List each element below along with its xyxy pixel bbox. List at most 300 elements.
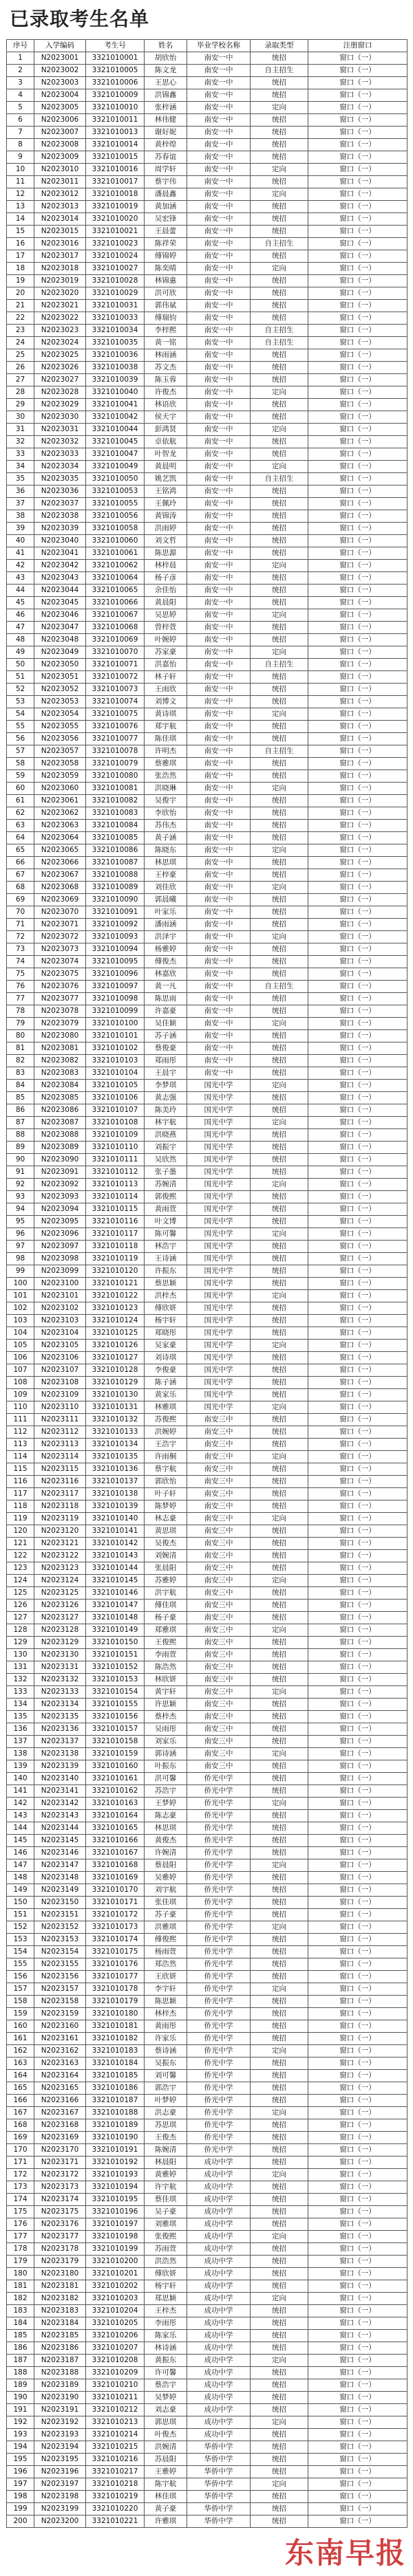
cell-index: 72: [7, 931, 34, 943]
cell-index: 15: [7, 226, 34, 238]
cell-enroll-code: N2023150: [34, 1897, 86, 1909]
cell-school: 南安一中: [187, 956, 251, 968]
cell-window: 窗口（一）: [308, 1439, 407, 1451]
cell-name: 刘诗琪: [145, 1352, 187, 1364]
cell-name: 黄雨彤: [145, 2020, 187, 2033]
cell-name: 叶婉婷: [145, 634, 187, 646]
cell-exam-number: 3321010203: [86, 2293, 145, 2305]
table-row: [7, 2256, 407, 2268]
cell-window: 窗口（一）: [308, 1958, 407, 1971]
cell-enroll-code: N2023018: [34, 263, 86, 275]
cell-window: 窗口（一）: [308, 1228, 407, 1241]
cell-school: 南安三中: [187, 1426, 251, 1439]
cell-enroll-code: N2023026: [34, 362, 86, 374]
cell-index: 190: [7, 2392, 34, 2404]
table-row: [7, 968, 407, 981]
cell-name: 黄振东: [145, 2355, 187, 2367]
cell-window: 窗口（一）: [308, 1612, 407, 1624]
cell-exam-number: 3321010190: [86, 2132, 145, 2144]
cell-school: 国光中学: [187, 1389, 251, 1401]
cell-name: 王雨欣: [145, 684, 187, 696]
cell-index: 28: [7, 386, 34, 399]
cell-name: 吴子豪: [145, 2206, 187, 2218]
cell-exam-number: 3321010116: [86, 1216, 145, 1228]
cell-school: 南安三中: [187, 1711, 251, 1723]
cell-admission-type: 统招: [251, 287, 308, 300]
cell-window: 窗口（一）: [308, 65, 407, 77]
table-row: [7, 2082, 407, 2095]
cell-school: 南安一中: [187, 795, 251, 807]
table-row: [7, 139, 407, 151]
col-header-school: 毕业学校名称: [187, 40, 251, 52]
cell-name: 吴俊杰: [145, 1538, 187, 1550]
cell-admission-type: 统招: [251, 906, 308, 919]
cell-index: 31: [7, 424, 34, 436]
cell-exam-number: 3321010151: [86, 1649, 145, 1661]
cell-name: 林思琪: [145, 1822, 187, 1835]
cell-school: 侨光中学: [187, 2033, 251, 2045]
cell-enroll-code: N2023109: [34, 1389, 86, 1401]
cell-admission-type: 定向: [251, 1080, 308, 1092]
cell-admission-type: 定向: [251, 1117, 308, 1129]
cell-index: 98: [7, 1253, 34, 1265]
table-row: [7, 1290, 407, 1302]
cell-index: 91: [7, 1166, 34, 1179]
cell-exam-number: 3321010088: [86, 869, 145, 882]
cell-exam-number: 3321010033: [86, 312, 145, 325]
cell-window: 窗口（一）: [308, 745, 407, 758]
cell-enroll-code: N2023115: [34, 1463, 86, 1476]
cell-index: 142: [7, 1798, 34, 1810]
cell-enroll-code: N2023054: [34, 708, 86, 721]
cell-exam-number: 3321010068: [86, 622, 145, 634]
cell-admission-type: 统招: [251, 1872, 308, 1884]
cell-name: 李欣怡: [145, 807, 187, 820]
table-row: [7, 498, 407, 510]
cell-enroll-code: N2023076: [34, 981, 86, 993]
cell-exam-number: 3321010154: [86, 1686, 145, 1699]
cell-exam-number: 3321010197: [86, 2218, 145, 2231]
cell-exam-number: 3321010173: [86, 1921, 145, 1934]
cell-admission-type: 统招: [251, 1030, 308, 1043]
cell-window: 窗口（一）: [308, 2379, 407, 2392]
cell-window: 窗口（一）: [308, 1996, 407, 2008]
cell-index: 52: [7, 684, 34, 696]
cell-exam-number: 3321010170: [86, 1884, 145, 1897]
cell-school: 侨光中学: [187, 1773, 251, 1785]
cell-admission-type: 定向: [251, 2169, 308, 2181]
cell-admission-type: 统招: [251, 89, 308, 102]
table-row: [7, 1798, 407, 1810]
cell-admission-type: 统招: [251, 770, 308, 783]
cell-exam-number: 3321010204: [86, 2305, 145, 2317]
cell-index: 186: [7, 2342, 34, 2355]
cell-exam-number: 3321010202: [86, 2280, 145, 2293]
cell-window: 窗口（一）: [308, 226, 407, 238]
cell-index: 35: [7, 473, 34, 485]
cell-enroll-code: N2023171: [34, 2157, 86, 2169]
cell-name: 刘可馨: [145, 2070, 187, 2082]
cell-name: 林思琪: [145, 857, 187, 869]
cell-admission-type: 统招: [251, 634, 308, 646]
cell-admission-type: 统招: [251, 572, 308, 585]
cell-school: 南安一中: [187, 721, 251, 733]
cell-name: 黄思琪: [145, 1525, 187, 1538]
cell-window: 窗口（一）: [308, 1550, 407, 1562]
cell-window: 窗口（一）: [308, 2330, 407, 2342]
cell-index: 25: [7, 349, 34, 362]
cell-enroll-code: N2023117: [34, 1488, 86, 1500]
cell-name: 陈宇航: [145, 2478, 187, 2491]
cell-name: 张子墨: [145, 1166, 187, 1179]
cell-exam-number: 3321010105: [86, 1080, 145, 1092]
cell-name: 谢好妮: [145, 127, 187, 139]
cell-index: 19: [7, 275, 34, 287]
cell-admission-type: 统招: [251, 2218, 308, 2231]
cell-window: 窗口（一）: [308, 671, 407, 684]
table-header-row: [7, 40, 407, 52]
cell-exam-number: 3321010180: [86, 2008, 145, 2020]
cell-admission-type: 统招: [251, 919, 308, 931]
cell-name: 黄子涵: [145, 832, 187, 844]
cell-school: 南安一中: [187, 882, 251, 894]
cell-name: 余佳怡: [145, 585, 187, 597]
cell-school: 侨光中学: [187, 1835, 251, 1847]
table-row: [7, 201, 407, 213]
cell-window: 窗口（一）: [308, 1340, 407, 1352]
cell-enroll-code: N2023200: [34, 2515, 86, 2528]
admission-table: [6, 39, 407, 2528]
cell-name: 黄雅婷: [145, 2169, 187, 2181]
cell-name: 许思颖: [145, 1699, 187, 1711]
cell-school: 成功中学: [187, 2416, 251, 2429]
cell-name: 郭晨曦: [145, 894, 187, 906]
cell-admission-type: 统招: [251, 1538, 308, 1550]
table-row: [7, 424, 407, 436]
cell-index: 173: [7, 2181, 34, 2194]
cell-exam-number: 3321010110: [86, 1142, 145, 1154]
cell-index: 4: [7, 89, 34, 102]
cell-name: 陈祥荣: [145, 238, 187, 250]
cell-school: 侨光中学: [187, 1810, 251, 1822]
cell-exam-number: 3321010118: [86, 1241, 145, 1253]
cell-name: 陈婉清: [145, 2144, 187, 2157]
cell-admission-type: 统招: [251, 1104, 308, 1117]
cell-enroll-code: N2023021: [34, 300, 86, 312]
cell-enroll-code: N2023035: [34, 473, 86, 485]
cell-admission-type: 统招: [251, 968, 308, 981]
cell-admission-type: 定向: [251, 646, 308, 659]
cell-school: 南安一中: [187, 597, 251, 609]
table-row: [7, 362, 407, 374]
cell-school: 南安一中: [187, 622, 251, 634]
cell-enroll-code: N2023158: [34, 1996, 86, 2008]
cell-index: 110: [7, 1401, 34, 1414]
cell-enroll-code: N2023170: [34, 2144, 86, 2157]
cell-exam-number: 3321010091: [86, 906, 145, 919]
cell-school: 南安一中: [187, 646, 251, 659]
cell-school: 国光中学: [187, 1302, 251, 1315]
cell-enroll-code: N2023069: [34, 894, 86, 906]
cell-admission-type: 统招: [251, 399, 308, 411]
cell-index: 23: [7, 325, 34, 337]
cell-admission-type: 统招: [251, 2033, 308, 2045]
table-row: [7, 585, 407, 597]
cell-exam-number: 3321010174: [86, 1934, 145, 1946]
cell-enroll-code: N2023123: [34, 1562, 86, 1575]
cell-admission-type: 定向: [251, 844, 308, 857]
cell-admission-type: 统招: [251, 832, 308, 844]
cell-name: 陈玉蓉: [145, 374, 187, 386]
cell-school: 成功中学: [187, 2392, 251, 2404]
cell-window: 窗口（一）: [308, 2008, 407, 2020]
cell-window: 窗口（一）: [308, 882, 407, 894]
cell-window: 窗口（一）: [308, 721, 407, 733]
cell-name: 林梓晨: [145, 560, 187, 572]
cell-name: 叶文博: [145, 1216, 187, 1228]
table-row: [7, 1513, 407, 1525]
cell-name: 林子轩: [145, 671, 187, 684]
cell-admission-type: 统招: [251, 2070, 308, 2082]
table-row: [7, 1203, 407, 1216]
table-row: [7, 1104, 407, 1117]
cell-school: 南安一中: [187, 374, 251, 386]
cell-school: 成功中学: [187, 2181, 251, 2194]
table-row: [7, 473, 407, 485]
table-row: [7, 2243, 407, 2256]
cell-exam-number: 3321010070: [86, 646, 145, 659]
cell-name: 黄诗琪: [145, 708, 187, 721]
cell-school: 南安一中: [187, 498, 251, 510]
cell-window: 窗口（一）: [308, 931, 407, 943]
table-row: [7, 1216, 407, 1228]
cell-enroll-code: N2023100: [34, 1278, 86, 1290]
cell-admission-type: 统招: [251, 1216, 308, 1228]
cell-admission-type: 定向: [251, 1340, 308, 1352]
cell-enroll-code: N2023122: [34, 1550, 86, 1562]
cell-name: 曾梓萱: [145, 622, 187, 634]
cell-exam-number: 3321010064: [86, 572, 145, 585]
cell-name: 潘雨涵: [145, 919, 187, 931]
newspaper-watermark: 东南早报: [284, 2536, 406, 2570]
cell-exam-number: 3321010061: [86, 547, 145, 560]
cell-index: 109: [7, 1389, 34, 1401]
cell-index: 46: [7, 609, 34, 622]
cell-admission-type: 定向: [251, 2355, 308, 2367]
cell-enroll-code: N2023053: [34, 696, 86, 708]
cell-school: 南安一中: [187, 151, 251, 164]
cell-window: 窗口（一）: [308, 2317, 407, 2330]
cell-school: 侨光中学: [187, 2020, 251, 2033]
cell-school: 南安一中: [187, 547, 251, 560]
cell-admission-type: 统招: [251, 1600, 308, 1612]
cell-exam-number: 3321010075: [86, 708, 145, 721]
cell-school: 南安一中: [187, 770, 251, 783]
cell-window: 窗口（一）: [308, 1822, 407, 1835]
cell-index: 16: [7, 238, 34, 250]
cell-admission-type: 定向: [251, 386, 308, 399]
cell-enroll-code: N2023114: [34, 1451, 86, 1463]
cell-exam-number: 3321010196: [86, 2206, 145, 2218]
cell-name: 傅欣妍: [145, 1302, 187, 1315]
cell-window: 窗口（一）: [308, 2491, 407, 2503]
cell-window: 窗口（一）: [308, 436, 407, 448]
cell-school: 国光中学: [187, 1216, 251, 1228]
cell-school: 南安一中: [187, 1043, 251, 1055]
cell-admission-type: 统招: [251, 1352, 308, 1364]
cell-exam-number: 3321010210: [86, 2379, 145, 2392]
cell-admission-type: 统招: [251, 2157, 308, 2169]
cell-admission-type: 统招: [251, 2317, 308, 2330]
cell-index: 63: [7, 820, 34, 832]
cell-index: 54: [7, 708, 34, 721]
cell-school: 侨光中学: [187, 2107, 251, 2119]
cell-exam-number: 3321010099: [86, 1005, 145, 1018]
cell-admission-type: 统招: [251, 2342, 308, 2355]
cell-name: 吴欣然: [145, 1154, 187, 1166]
cell-admission-type: 统招: [251, 2119, 308, 2132]
cell-exam-number: 3321010184: [86, 2057, 145, 2070]
cell-name: 王浩宇: [145, 1439, 187, 1451]
cell-name: 叶智龙: [145, 448, 187, 461]
cell-enroll-code: N2023043: [34, 572, 86, 585]
cell-index: 177: [7, 2231, 34, 2243]
cell-school: 南安一中: [187, 696, 251, 708]
cell-index: 161: [7, 2033, 34, 2045]
cell-window: 窗口（一）: [308, 1859, 407, 1872]
cell-name: 林宇航: [145, 1117, 187, 1129]
cell-exam-number: 3321010074: [86, 696, 145, 708]
cell-window: 窗口（一）: [308, 1674, 407, 1686]
cell-window: 窗口（一）: [308, 164, 407, 176]
cell-exam-number: 3321010143: [86, 1550, 145, 1562]
cell-exam-number: 3321010208: [86, 2355, 145, 2367]
cell-index: 49: [7, 646, 34, 659]
cell-admission-type: 定向: [251, 102, 308, 114]
cell-exam-number: 3321010072: [86, 671, 145, 684]
table-row: [7, 2441, 407, 2454]
cell-enroll-code: N2023110: [34, 1401, 86, 1414]
cell-admission-type: 统招: [251, 1389, 308, 1401]
cell-admission-type: 统招: [251, 2095, 308, 2107]
cell-name: 潘晨鑫: [145, 188, 187, 201]
col-header-name: 姓名: [145, 40, 187, 52]
cell-exam-number: 3321010056: [86, 510, 145, 523]
cell-enroll-code: N2023001: [34, 52, 86, 65]
table-row: [7, 1637, 407, 1649]
cell-enroll-code: N2023064: [34, 832, 86, 844]
cell-exam-number: 3321010209: [86, 2367, 145, 2379]
cell-window: 窗口（一）: [308, 1637, 407, 1649]
cell-enroll-code: N2023177: [34, 2231, 86, 2243]
cell-name: 陈子涵: [145, 1377, 187, 1389]
cell-admission-type: 定向: [251, 2107, 308, 2119]
table-row: [7, 906, 407, 919]
cell-window: 窗口（一）: [308, 1723, 407, 1736]
cell-enroll-code: N2023135: [34, 1711, 86, 1723]
cell-school: 南安一中: [187, 201, 251, 213]
cell-enroll-code: N2023129: [34, 1637, 86, 1649]
cell-window: 窗口（一）: [308, 1216, 407, 1228]
cell-exam-number: 3321010120: [86, 1265, 145, 1278]
table-row: [7, 1327, 407, 1340]
cell-index: 12: [7, 188, 34, 201]
cell-admission-type: 统招: [251, 1637, 308, 1649]
table-row: [7, 1154, 407, 1166]
cell-index: 5: [7, 102, 34, 114]
cell-name: 刘家乐: [145, 1736, 187, 1748]
cell-window: 窗口（一）: [308, 1401, 407, 1414]
cell-window: 窗口（一）: [308, 2033, 407, 2045]
cell-admission-type: 统招: [251, 1835, 308, 1847]
cell-index: 184: [7, 2317, 34, 2330]
cell-name: 许振东: [145, 1265, 187, 1278]
cell-enroll-code: N2023176: [34, 2218, 86, 2231]
cell-exam-number: 3321010090: [86, 894, 145, 906]
cell-school: 成功中学: [187, 2268, 251, 2280]
cell-exam-number: 3321010132: [86, 1414, 145, 1426]
cell-admission-type: 统招: [251, 547, 308, 560]
cell-enroll-code: N2023155: [34, 1958, 86, 1971]
cell-school: 南安一中: [187, 1018, 251, 1030]
cell-index: 191: [7, 2404, 34, 2416]
cell-school: 南安一中: [187, 213, 251, 226]
cell-name: 姚艺凯: [145, 473, 187, 485]
cell-index: 66: [7, 857, 34, 869]
cell-school: 南安一中: [187, 102, 251, 114]
cell-window: 窗口（一）: [308, 2268, 407, 2280]
table-row: [7, 745, 407, 758]
cell-enroll-code: N2023093: [34, 1191, 86, 1203]
cell-enroll-code: N2023196: [34, 2466, 86, 2478]
cell-exam-number: 3321010087: [86, 857, 145, 869]
cell-school: 南安三中: [187, 1500, 251, 1513]
cell-school: 南安一中: [187, 783, 251, 795]
cell-school: 南安三中: [187, 1488, 251, 1500]
cell-window: 窗口（一）: [308, 1872, 407, 1884]
cell-index: 152: [7, 1921, 34, 1934]
cell-enroll-code: N2023159: [34, 2008, 86, 2020]
cell-admission-type: 定向: [251, 2045, 308, 2057]
cell-admission-type: 定向: [251, 188, 308, 201]
cell-window: 窗口（一）: [308, 535, 407, 547]
cell-enroll-code: N2023103: [34, 1315, 86, 1327]
table-row: [7, 1686, 407, 1699]
table-row: [7, 1958, 407, 1971]
cell-enroll-code: N2023128: [34, 1624, 86, 1637]
cell-index: 29: [7, 399, 34, 411]
cell-window: 窗口（一）: [308, 1104, 407, 1117]
col-header-index: 序号: [7, 40, 34, 52]
cell-admission-type: 统招: [251, 114, 308, 127]
cell-admission-type: 统招: [251, 1203, 308, 1216]
cell-name: 蔡俊豪: [145, 1043, 187, 1055]
cell-window: 窗口（一）: [308, 1785, 407, 1798]
cell-name: 洪晓琳: [145, 783, 187, 795]
cell-index: 168: [7, 2119, 34, 2132]
cell-exam-number: 3321010015: [86, 151, 145, 164]
cell-exam-number: 3321010011: [86, 114, 145, 127]
cell-window: 窗口（一）: [308, 1315, 407, 1327]
cell-admission-type: 统招: [251, 585, 308, 597]
cell-name: 林佳琪: [145, 2491, 187, 2503]
cell-exam-number: 3321010027: [86, 263, 145, 275]
table-row: [7, 671, 407, 684]
cell-exam-number: 3321010017: [86, 176, 145, 188]
cell-admission-type: 统招: [251, 1760, 308, 1773]
cell-index: 86: [7, 1104, 34, 1117]
cell-window: 窗口（一）: [308, 1835, 407, 1847]
